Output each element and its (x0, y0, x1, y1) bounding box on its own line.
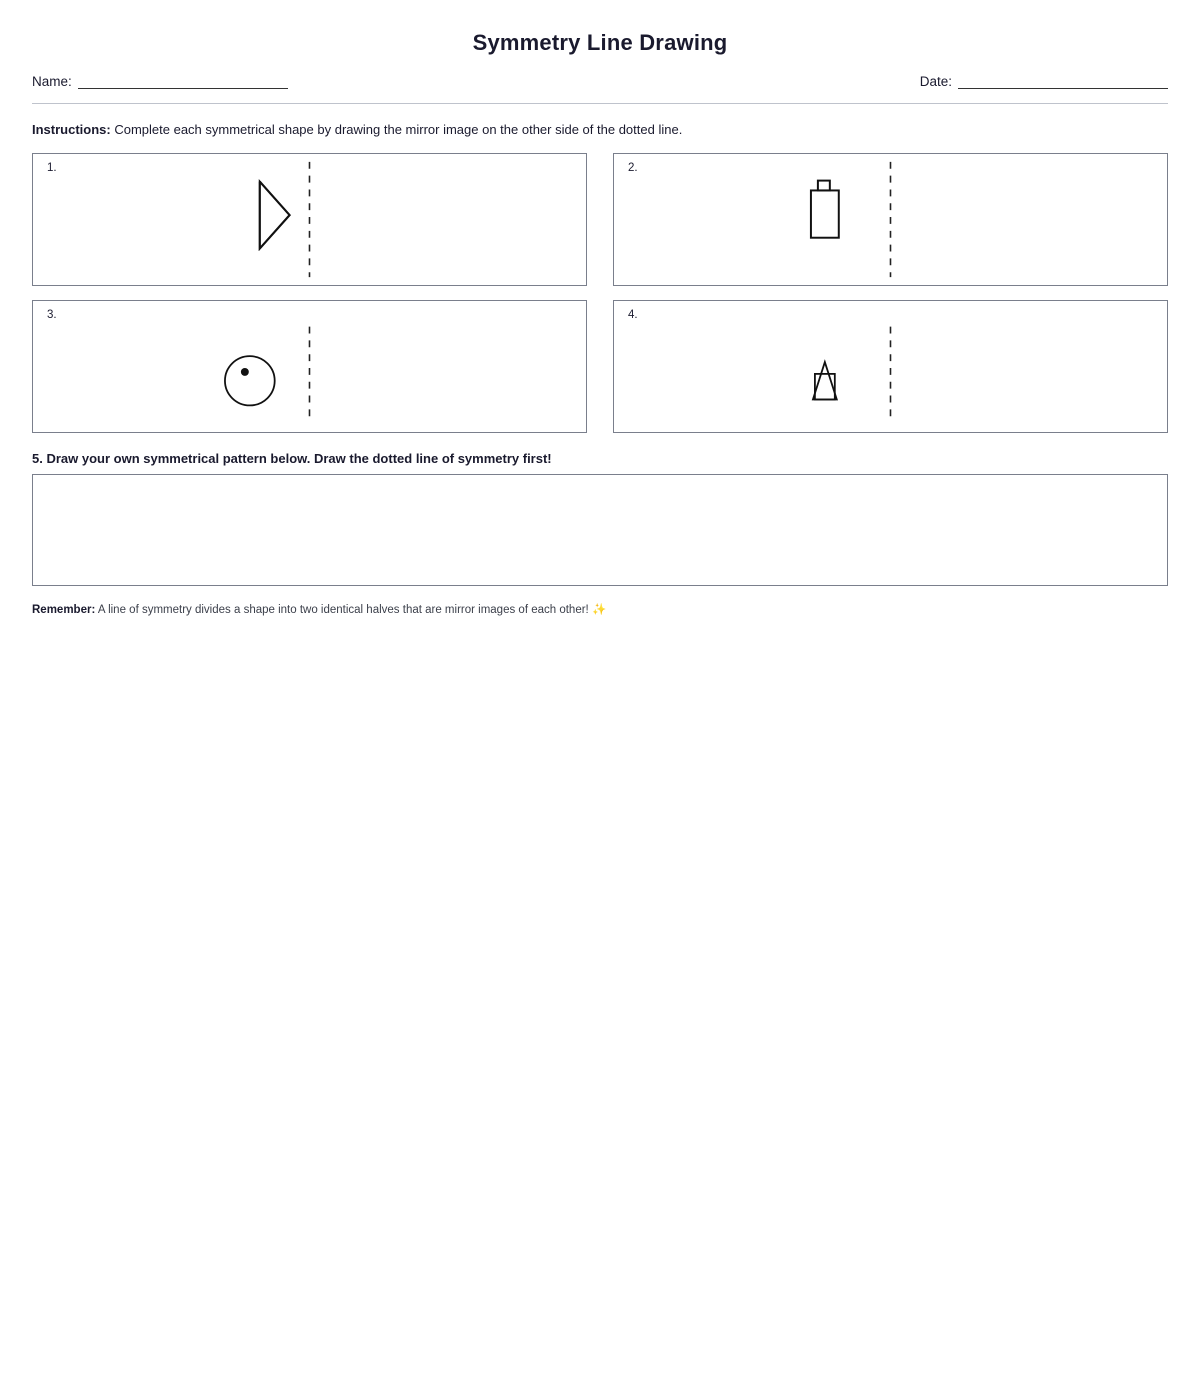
problem-number: 1. (47, 162, 57, 174)
problem-number: 3. (47, 309, 57, 321)
problem-box-2[interactable] (613, 153, 1168, 286)
shape-canvas-3 (33, 301, 586, 432)
worksheet-page (0, 0, 1200, 616)
free-draw-area[interactable] (32, 474, 1168, 586)
shape-canvas-1 (33, 154, 586, 285)
problem-box-4[interactable] (613, 300, 1168, 433)
shape-canvas-2 (614, 154, 1167, 285)
date-label: Date: (919, 74, 952, 89)
remember-label: Remember: (32, 604, 96, 616)
instructions-text: Complete each symmetrical shape by drawing the mirror image on the other side of the dotted line. (110, 122, 683, 137)
date-write-line[interactable] (958, 74, 1168, 89)
remember-note (32, 602, 1168, 616)
name-date-row (32, 74, 1168, 97)
problem-number: 4. (628, 309, 638, 321)
remember-text: A line of symmetry divides a shape into two identical halves that are mirror images of each other! ✨ (95, 604, 607, 616)
problem-number: 2. (628, 162, 638, 174)
page-title: Symmetry Line Drawing (472, 30, 728, 55)
problem-box-3[interactable] (32, 300, 587, 433)
header-divider (32, 103, 1168, 104)
name-label: Name: (32, 74, 72, 89)
problem-grid (32, 153, 1168, 433)
shape-canvas-4 (614, 301, 1167, 432)
date-field[interactable] (920, 74, 1168, 89)
problem-box-1[interactable] (32, 153, 587, 286)
instructions (32, 122, 1168, 137)
name-write-line[interactable] (78, 74, 288, 89)
name-field[interactable] (32, 74, 288, 89)
instructions-label: Instructions: (32, 122, 111, 137)
own-pattern-heading: 5. Draw your own symmetrical pattern below. Draw the dotted line of symmetry first! (32, 451, 552, 466)
